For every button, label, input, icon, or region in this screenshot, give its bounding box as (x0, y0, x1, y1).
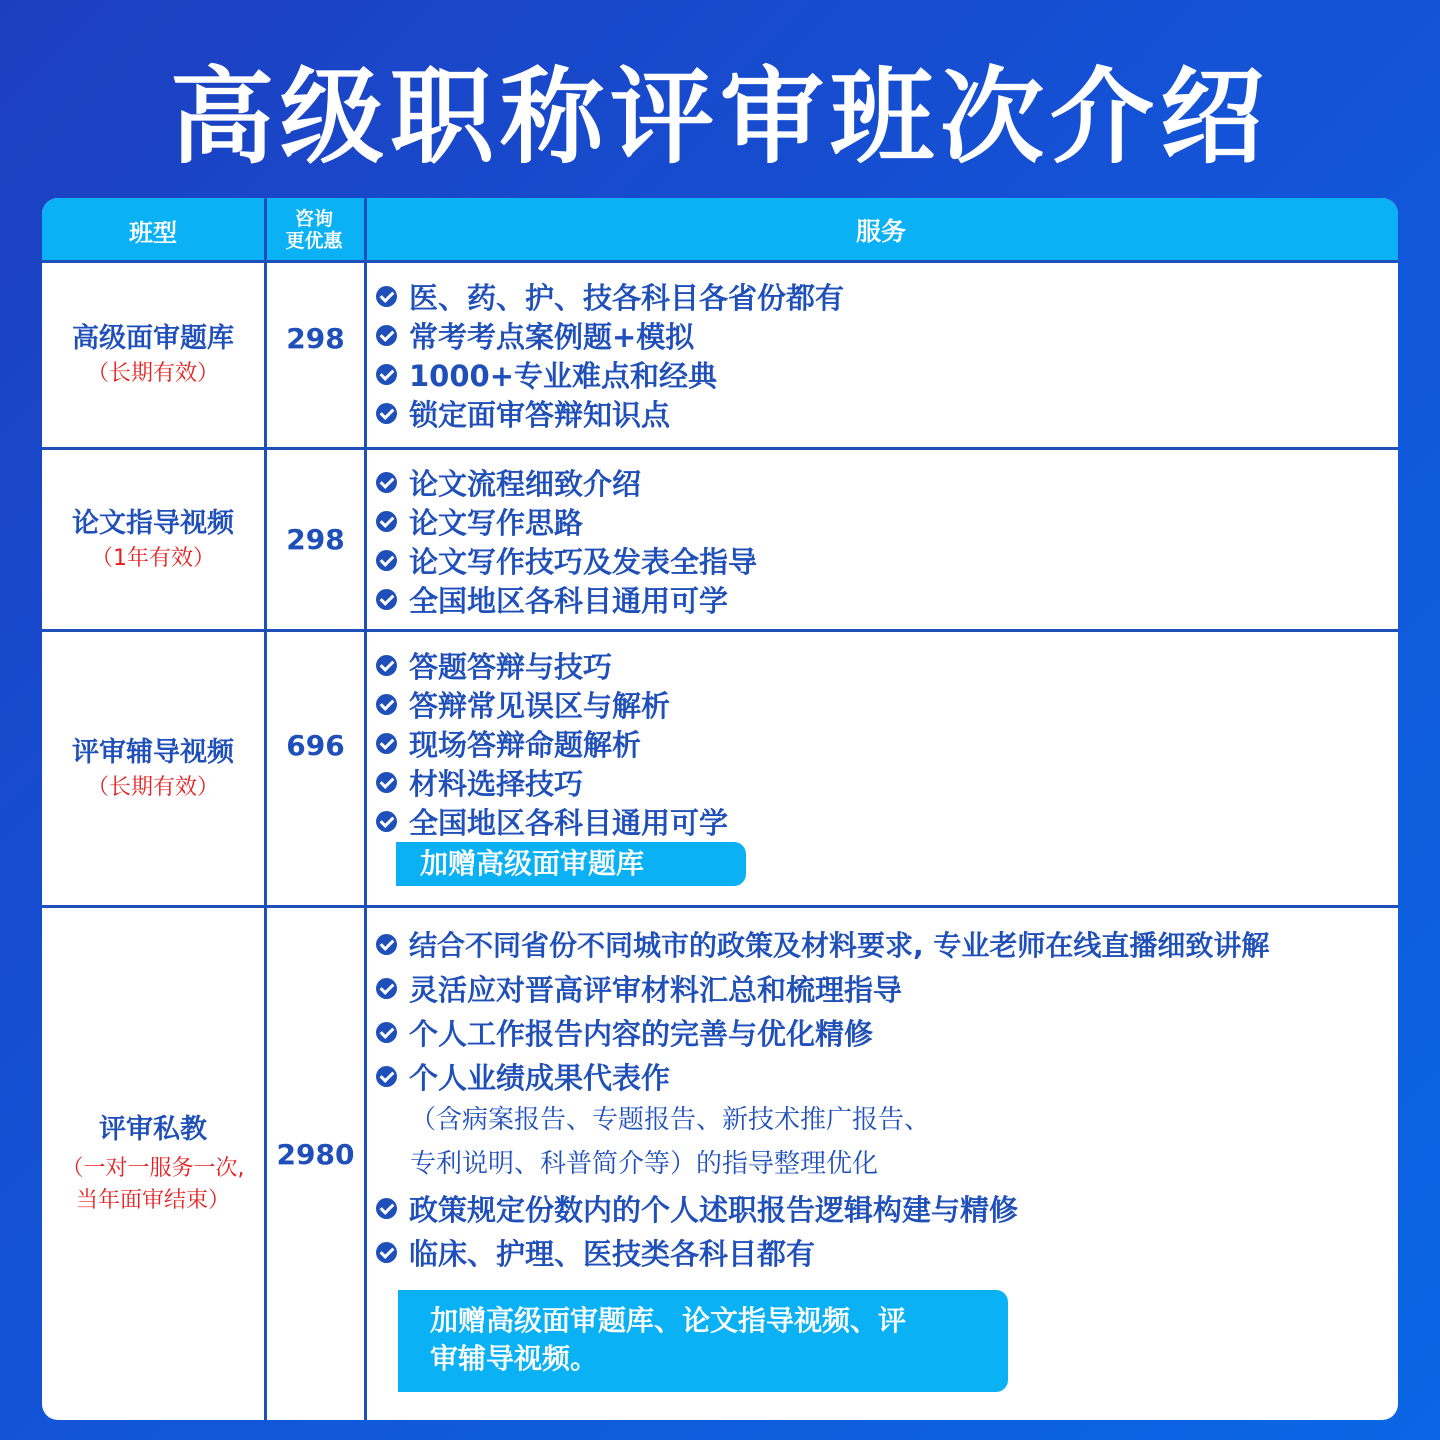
price-cell: 298 (286, 523, 345, 556)
service-text: 论文流程细致介绍 (409, 467, 642, 501)
check-circle-icon (376, 1198, 397, 1219)
list-item (376, 1054, 1391, 1098)
class-type-cell (42, 450, 264, 629)
check-circle-icon (376, 978, 397, 999)
check-circle-icon (376, 733, 397, 754)
list-item (376, 922, 1391, 966)
service-text: 政策规定份数内的个人述职报告逻辑构建与精修 (409, 1192, 1019, 1227)
header-type: 班型 (129, 218, 177, 247)
class-type-cell (42, 632, 264, 905)
class-name: 评审辅导视频 (72, 736, 234, 768)
class-validity: （长期有效） (86, 774, 219, 800)
price-cell: 2980 (276, 1137, 355, 1171)
list-item (376, 316, 1391, 355)
page-title: 高级职称评审班次介绍 (169, 56, 1270, 178)
bonus-line1: 加赠高级面审题库、论文指导视频、评 (430, 1304, 907, 1337)
check-circle-icon (376, 550, 397, 571)
service-list (376, 646, 1391, 841)
service-list (376, 922, 1391, 1274)
check-circle-icon (376, 472, 397, 493)
list-item (376, 685, 1391, 724)
header-price-line2: 更优惠 (285, 230, 343, 252)
check-circle-icon (376, 403, 397, 424)
service-text: 个人业绩成果代表作 (409, 1060, 671, 1095)
class-name: 高级面审题库 (72, 323, 234, 354)
list-item (376, 724, 1391, 763)
list-item (376, 802, 1391, 841)
service-text: 答题答辩与技巧 (409, 650, 613, 684)
service-text: 个人工作报告内容的完善与优化精修 (409, 1016, 874, 1051)
class-type-cell (42, 908, 264, 1420)
check-circle-icon (376, 655, 397, 676)
class-validity: （1年有效） (91, 545, 215, 571)
service-text: 论文写作技巧及发表全指导 (409, 545, 758, 579)
class-name: 评审私教 (99, 1114, 207, 1145)
class-validity: （长期有效） (86, 361, 219, 386)
service-text: 1000+专业难点和经典 (409, 359, 718, 393)
price-cell: 298 (286, 321, 345, 355)
service-text: 常考考点案例题+模拟 (409, 320, 695, 354)
list-item (376, 394, 1391, 433)
header-price-line1: 咨询 (294, 208, 333, 230)
list-item (376, 463, 1391, 502)
check-circle-icon (376, 1066, 397, 1087)
service-text: 全国地区各科目通用可学 (409, 584, 729, 618)
check-circle-icon (376, 694, 397, 715)
check-circle-icon (376, 1022, 397, 1043)
list-item (376, 1230, 1391, 1274)
check-circle-icon (376, 811, 397, 832)
list-item (376, 646, 1391, 685)
table-header (42, 198, 1398, 262)
class-validity-line1: （一对一服务一次, (61, 1156, 245, 1181)
check-circle-icon (376, 286, 397, 307)
service-text: 灵活应对晋高评审材料汇总和梳理指导 (409, 972, 903, 1007)
header-price (264, 198, 364, 262)
service-text: 材料选择技巧 (409, 767, 584, 801)
service-text: 结合不同省份不同城市的政策及材料要求, 专业老师在线直播细致讲解 (409, 929, 1270, 962)
list-item (376, 277, 1391, 316)
service-text: 临床、护理、医技类各科目都有 (409, 1236, 816, 1271)
table-row (42, 263, 1398, 447)
bonus-line2: 审辅导视频。 (430, 1342, 599, 1375)
header-service: 服务 (855, 217, 906, 246)
class-name: 论文指导视频 (72, 507, 234, 539)
check-circle-icon (376, 1242, 397, 1263)
table-row (42, 908, 1398, 1420)
class-type-cell (42, 263, 264, 447)
service-text: 论文写作思路 (409, 506, 584, 540)
check-circle-icon (376, 325, 397, 346)
list-item (376, 541, 1391, 580)
check-circle-icon (376, 511, 397, 532)
class-table (42, 198, 1398, 1420)
class-validity-line2: 当年面审结束） (75, 1188, 230, 1213)
bonus-badge (398, 1290, 1008, 1392)
service-text: 答辩常见误区与解析 (409, 689, 671, 723)
service-list (376, 277, 1391, 433)
check-circle-icon (376, 772, 397, 793)
bonus-badge: 加赠高级面审题库 (396, 842, 746, 886)
list-item (376, 966, 1391, 1010)
check-circle-icon (376, 589, 397, 610)
table-row (42, 450, 1398, 629)
list-item (376, 502, 1391, 541)
table-row (42, 632, 1398, 905)
list-item (376, 1186, 1391, 1230)
service-text: 锁定面审答辩知识点 (409, 398, 671, 432)
service-note-line2: 专利说明、科普简介等）的指导整理优化 (410, 1149, 879, 1179)
list-item (376, 763, 1391, 802)
list-item (376, 580, 1391, 619)
service-text: 全国地区各科目通用可学 (409, 806, 729, 840)
service-text: 现场答辩命题解析 (409, 728, 642, 762)
list-item (376, 1010, 1391, 1054)
service-text: 医、药、护、技各科目各省份都有 (409, 281, 845, 315)
check-circle-icon (376, 934, 397, 955)
check-circle-icon (376, 364, 397, 385)
price-cell: 696 (286, 728, 345, 762)
service-note-line1: （含病案报告、专题报告、新技术推广报告、 (410, 1105, 931, 1135)
list-item (376, 355, 1391, 394)
service-list (376, 463, 1391, 619)
